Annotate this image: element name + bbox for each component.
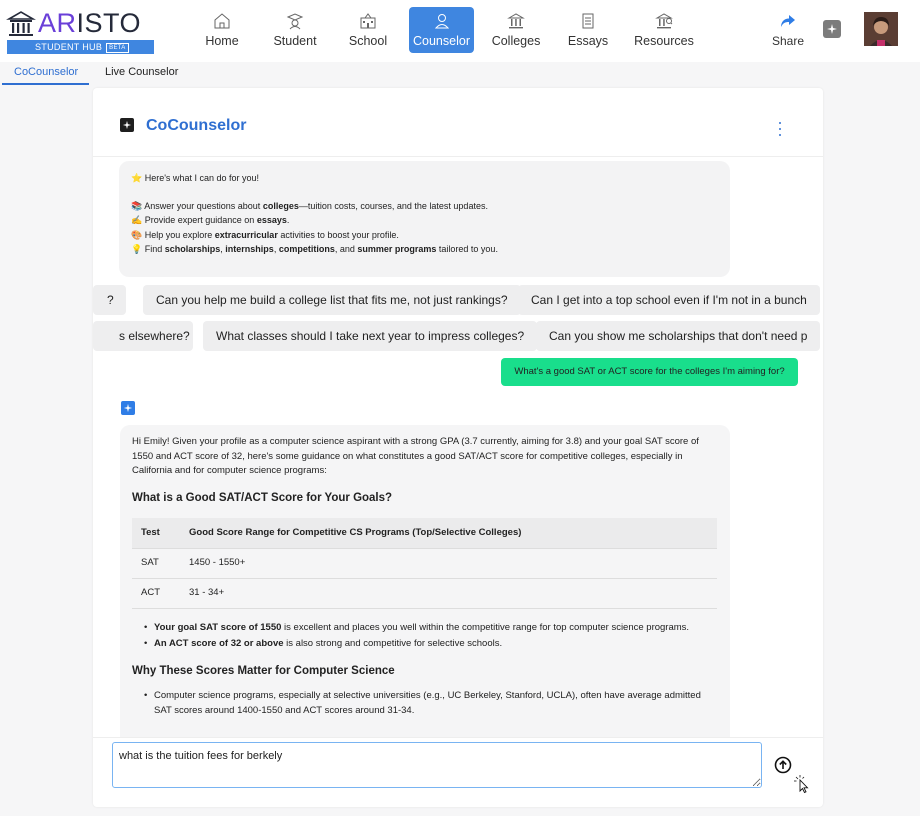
- more-options-icon[interactable]: [776, 122, 784, 136]
- suggestion-chip[interactable]: Can you show me scholarships that don't need p: [536, 321, 820, 351]
- list-item: • Computer science programs, especially at selective universities (e.g., UC Berkeley, Stanford, UCLA), often have average admitted SAT scores around 1400-1550 and ACT scores around 31-34.: [144, 689, 718, 718]
- college-building-icon: [507, 12, 525, 30]
- sparkle-icon: [826, 23, 838, 35]
- score-table: [132, 518, 717, 609]
- nav-essays[interactable]: Essays: [568, 7, 608, 53]
- document-icon: [579, 12, 597, 30]
- bot-heading-why-scores: Why These Scores Matter for Computer Science: [132, 664, 395, 677]
- cocounselor-chat-card: [93, 88, 823, 807]
- beta-badge: BETA: [106, 43, 128, 53]
- score-bullets: [144, 621, 718, 652]
- cocounselor-logo-icon: [120, 118, 134, 132]
- list-item: • Your goal SAT score of 1550 is excellent and places you well within the competitive range for top computer science programs.: [144, 621, 718, 636]
- sparkle-icon: [122, 120, 132, 130]
- resources-library-icon: [655, 12, 673, 30]
- suggestion-chip[interactable]: What classes should I take next year to impress colleges?: [203, 321, 537, 351]
- ai-assistant-icon[interactable]: [823, 20, 841, 38]
- brand-name: ARISTO: [38, 8, 142, 38]
- home-icon: [213, 12, 231, 30]
- chat-title: CoCounselor: [146, 117, 247, 134]
- table-row: [132, 578, 717, 608]
- share-button[interactable]: Share: [770, 12, 806, 52]
- bot-avatar-icon: [121, 401, 135, 415]
- intro-heading: ⭐ Here's what I can do for you!: [131, 173, 259, 183]
- user-message-bubble: What's a good SAT or ACT score for the colleges I'm aiming for?: [501, 358, 798, 386]
- share-arrow-icon: [779, 12, 797, 30]
- suggestion-chip[interactable]: Can you help me build a college list that fits me, not just rankings?: [143, 285, 521, 315]
- bot-intro-text: Hi Emily! Given your profile as a computer science aspirant with a strong GPA (3.7 currently, aiming for 3.8) and your goal SAT score of 1550 and ACT score of 32, here's some guidance on what constitutes a good SAT/ACT score for competitive colleges, especially in California and for computer science programs:: [132, 436, 699, 476]
- nav-home[interactable]: Home: [202, 7, 242, 53]
- intro-line-extracurricular: 🎨 Help you explore extracurricular activities to boost your profile.: [131, 229, 399, 240]
- avatar-portrait-icon: [864, 12, 898, 46]
- sub-tabs: [0, 62, 920, 86]
- nav-student[interactable]: Student: [272, 7, 318, 53]
- why-bullets: [144, 689, 718, 718]
- active-tab-indicator: [2, 83, 89, 85]
- table-cell: SAT: [132, 548, 180, 578]
- suggestion-chip[interactable]: ?: [93, 285, 126, 315]
- table-header-row: [132, 518, 717, 548]
- chat-message-input[interactable]: [112, 742, 762, 788]
- sparkle-icon: [123, 403, 133, 413]
- table-cell: ACT: [132, 578, 180, 608]
- suggestion-row-2: [113, 321, 808, 351]
- list-item: • An ACT score of 32 or above is also strong and competitive for selective schools.: [144, 637, 718, 652]
- intro-line-essays: ✍️ Provide expert guidance on essays.: [131, 215, 290, 225]
- intro-message: [119, 161, 730, 277]
- tab-cocounselor[interactable]: CoCounselor: [14, 66, 79, 78]
- suggestion-row-1: [107, 285, 807, 315]
- school-building-icon: [359, 12, 377, 30]
- counselor-person-icon: [433, 12, 451, 30]
- top-nav-bar: [0, 0, 920, 62]
- intro-line-colleges: 📚 Answer your questions about colleges—tuition costs, courses, and the latest updates.: [131, 200, 488, 211]
- tab-live-counselor[interactable]: Live Counselor: [105, 66, 179, 78]
- table-row: [132, 548, 717, 578]
- suggestion-chip[interactable]: Can I get into a top school even if I'm not in a bunch: [518, 285, 820, 315]
- nav-school[interactable]: School: [347, 7, 389, 53]
- nav-resources[interactable]: Resources: [634, 7, 694, 53]
- header-divider: [93, 156, 823, 157]
- mouse-pointer-icon: [793, 774, 811, 794]
- suggestion-chip[interactable]: s elsewhere?: [93, 321, 193, 351]
- nav-counselor[interactable]: Counselor: [409, 7, 474, 53]
- intro-line-scholarships: 💡 Find scholarships, internships, competitions, and summer programs tailored to you.: [131, 244, 498, 254]
- table-header: Good Score Range for Competitive CS Programs (Top/Selective Colleges): [180, 518, 717, 548]
- graduate-icon: [286, 12, 304, 30]
- bot-response-message: [120, 425, 730, 737]
- table-cell: 31 - 34+: [180, 578, 717, 608]
- input-divider: [93, 737, 823, 738]
- table-header: Test: [132, 518, 180, 548]
- student-hub-badge: STUDENT HUB BETA: [7, 40, 154, 54]
- bot-heading-good-score: What is a Good SAT/ACT Score for Your Goals?: [132, 491, 393, 504]
- table-cell: 1450 - 1550+: [180, 548, 717, 578]
- user-avatar[interactable]: [864, 12, 898, 46]
- nav-colleges[interactable]: Colleges: [492, 7, 540, 53]
- send-arrow-icon[interactable]: [774, 756, 792, 774]
- aristo-logo[interactable]: [7, 8, 157, 54]
- column-logo-icon: [7, 11, 35, 37]
